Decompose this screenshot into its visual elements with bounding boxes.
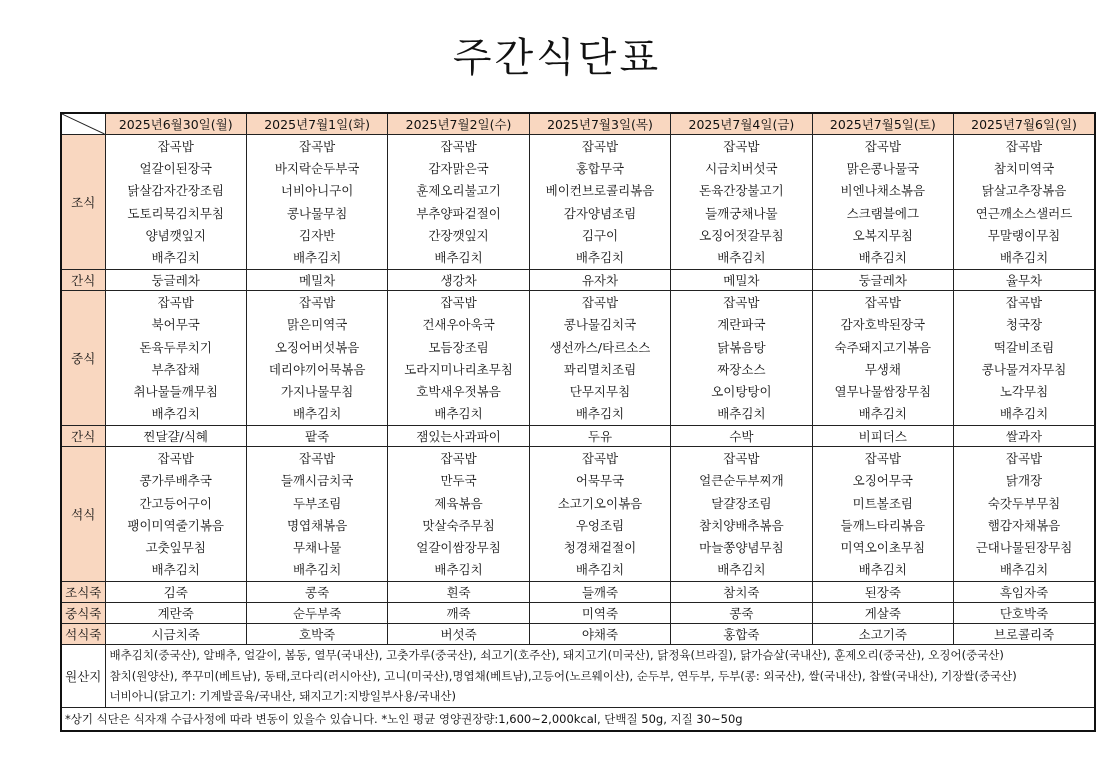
dish-item: 숙갓두부무침 <box>987 495 1061 511</box>
porridge-cell: 미역죽 <box>529 603 670 624</box>
dinner-day-cell <box>246 447 387 582</box>
dish-item: 잡곡밥 <box>440 451 477 467</box>
snack-cell: 둥글레차 <box>812 270 953 291</box>
origin-text <box>105 645 1095 708</box>
diagonal-line-icon <box>62 114 105 134</box>
dish-item: 시금치버섯국 <box>705 161 778 177</box>
lunch-row <box>61 291 1095 426</box>
date-header: 2025년7월1일(화) <box>246 113 387 135</box>
snack-cell: 생강차 <box>388 270 529 291</box>
date-header: 2025년6월30일(월) <box>105 113 246 135</box>
porridge-cell: 야채죽 <box>529 624 670 645</box>
dish-item: 잡곡밥 <box>299 295 336 311</box>
date-header: 2025년7월5일(토) <box>812 113 953 135</box>
dish-item: 잡곡밥 <box>1005 295 1043 311</box>
corner-cell <box>61 113 105 135</box>
disclaimer-note: *상기 식단은 식자재 수급사정에 따라 변동이 있을수 있습니다. *노인 평균 영양권장량:1,600~2,000kcal, 단백질 50g, 지질 30~50g <box>61 707 1095 731</box>
breakfast-row <box>61 135 1095 270</box>
dish-item: 잡곡밥 <box>440 295 477 311</box>
dish-item: 맑은콩나물국 <box>846 161 920 177</box>
dish-item: 열무나물쌈장무침 <box>834 383 932 399</box>
porridge-cell: 호박죽 <box>246 624 387 645</box>
dish-item: 계란파국 <box>717 317 766 333</box>
dish-item: 청국장 <box>1005 317 1043 333</box>
snack-cell: 수박 <box>671 426 812 447</box>
dinner-day-cell <box>105 447 246 582</box>
date-header: 2025년7월2일(수) <box>388 113 529 135</box>
snack-cell: 찐달걀/식혜 <box>105 426 246 447</box>
breakfast-day-cell <box>812 135 953 270</box>
porridge-row <box>61 603 1095 624</box>
snack-cell: 메밀차 <box>246 270 387 291</box>
porridge-cell: 단호박죽 <box>954 603 1095 624</box>
dish-item: 배추김치 <box>292 562 342 578</box>
dish-item: 배추김치 <box>858 406 907 422</box>
dish-item: 오징어젓갈무침 <box>699 227 784 243</box>
porridge-cell: 들깨죽 <box>529 582 670 603</box>
dish-item: 배추김치 <box>717 562 766 578</box>
note-row <box>61 707 1095 731</box>
breakfast-day-cell <box>529 135 670 270</box>
porridge-cell: 게살죽 <box>812 603 953 624</box>
dish-item: 들깨시금치국 <box>280 473 354 489</box>
dish-item: 얼갈이된장국 <box>139 161 212 177</box>
dish-item: 무생채 <box>864 361 901 377</box>
lunch-day-cell <box>105 291 246 426</box>
dish-item: 얼큰순두부찌개 <box>699 473 784 489</box>
dish-item: 비엔나채소볶음 <box>840 183 926 199</box>
dish-item: 닭볶음탕 <box>717 339 766 355</box>
meal-label: 간식 <box>61 426 105 447</box>
dish-item: 우엉조림 <box>575 517 625 533</box>
dish-item: 감자양념조림 <box>563 205 637 221</box>
dish-item: 참치양배추볶음 <box>699 517 784 533</box>
dish-item: 들깨궁채나물 <box>705 205 778 221</box>
porridge-cell: 콩죽 <box>671 603 812 624</box>
snack-cell: 비피더스 <box>812 426 953 447</box>
dish-item: 도토리묵김치무침 <box>127 205 225 221</box>
origin-line: 참치(원양산), 쭈꾸미(베트남), 동태,코다리(러시아산), 고니(미국산),명엽채(베트남),고등어(노르웨이산), 순두부, 연두부, 두부(콩: 외국산), 쌀(국내산), 찹쌀(국내산), 기장쌀(중국산) <box>109 668 1017 683</box>
dish-item: 참치미역국 <box>993 161 1055 177</box>
dish-item: 잡곡밥 <box>864 139 901 154</box>
dish-item: 데리야끼어묵볶음 <box>268 361 366 377</box>
dish-item: 콩나물무침 <box>286 205 348 221</box>
lunch-day-cell <box>529 291 670 426</box>
dish-item: 무말랭이무침 <box>987 227 1061 243</box>
porridge-cell: 홍합죽 <box>671 624 812 645</box>
dish-item: 맑은미역국 <box>286 317 348 333</box>
origin-row <box>61 645 1095 708</box>
porridge-cell: 참치죽 <box>671 582 812 603</box>
dish-item: 잡곡밥 <box>440 139 477 154</box>
dish-item: 김자반 <box>299 227 336 243</box>
dish-item: 잡곡밥 <box>299 139 336 154</box>
dish-item: 잡곡밥 <box>581 295 619 311</box>
dish-item: 잡곡밥 <box>864 295 901 311</box>
dish-item: 닭개장 <box>1005 473 1043 489</box>
dish-item: 콩가루배추국 <box>139 473 212 489</box>
dish-item: 맛살숙주무침 <box>422 517 495 533</box>
porridge-row <box>61 624 1095 645</box>
dish-item: 돈육간장불고기 <box>699 183 784 199</box>
dinner-day-cell <box>812 447 953 582</box>
dish-item: 취나물들깨무침 <box>133 383 218 399</box>
dish-item: 잡곡밥 <box>1005 139 1043 154</box>
dish-item: 부추양파겉절이 <box>416 205 501 221</box>
dish-item: 스크램블에그 <box>846 205 920 221</box>
lunch-day-cell <box>954 291 1095 426</box>
dish-item: 연근깨소스샐러드 <box>975 205 1073 221</box>
origin-line: 너비아니(닭고기: 기계발골육/국내산, 돼지고기:지방일부사용/국내산) <box>109 689 456 704</box>
lunch-day-cell <box>388 291 529 426</box>
meal-label: 중식 <box>61 291 105 426</box>
dish-item: 팽이미역줄기볶음 <box>127 517 225 533</box>
dish-item: 배추김치 <box>717 249 766 265</box>
dish-item: 가지나물무침 <box>280 383 354 399</box>
dish-item: 김구이 <box>581 227 619 243</box>
dish-item: 마늘쫑양념무침 <box>699 540 784 555</box>
date-header: 2025년7월6일(일) <box>954 113 1095 135</box>
dish-item: 닭살감자간장조림 <box>127 183 225 199</box>
snack-cell: 메밀차 <box>671 270 812 291</box>
breakfast-day-cell <box>246 135 387 270</box>
dish-item: 너비아니구이 <box>280 183 354 199</box>
dish-item: 잡곡밥 <box>299 451 336 467</box>
dish-item: 만두국 <box>440 473 477 489</box>
dish-item: 햄감자채볶음 <box>987 517 1061 533</box>
porridge-cell: 콩죽 <box>246 582 387 603</box>
dish-item: 배추김치 <box>858 562 907 578</box>
snack-cell: 둥글레차 <box>105 270 246 291</box>
dish-item: 배추김치 <box>434 249 483 265</box>
dinner-day-cell <box>671 447 812 582</box>
breakfast-day-cell <box>954 135 1095 270</box>
dinner-day-cell <box>388 447 529 582</box>
dish-item: 도라지미나리초무침 <box>404 361 513 377</box>
lunch-day-cell <box>246 291 387 426</box>
dish-item: 잡곡밥 <box>723 451 760 467</box>
dish-item: 베이컨브로콜리볶음 <box>545 183 655 199</box>
dish-item: 배추김치 <box>434 562 483 578</box>
dish-item: 떡갈비조림 <box>993 339 1055 355</box>
dish-item: 배추김치 <box>999 562 1049 578</box>
dinner-day-cell <box>954 447 1095 582</box>
dish-item: 제육볶음 <box>434 495 483 511</box>
porridge-row <box>61 582 1095 603</box>
porridge-cell: 흑임자죽 <box>954 582 1095 603</box>
page-title: 주간식단표 <box>452 35 662 81</box>
breakfast-day-cell <box>105 135 246 270</box>
meal-label: 석식 <box>61 447 105 582</box>
dish-item: 배추김치 <box>575 562 625 578</box>
dish-item: 건새우아욱국 <box>422 317 495 333</box>
porridge-cell: 계란죽 <box>105 603 246 624</box>
porridge-cell: 흰죽 <box>388 582 529 603</box>
dish-item: 콩나물김치국 <box>563 317 637 333</box>
dish-item: 잡곡밥 <box>581 451 619 467</box>
date-header-row <box>61 113 1095 135</box>
dish-item: 명엽채볶음 <box>286 517 348 533</box>
lunch-day-cell <box>671 291 812 426</box>
snack-cell: 유자차 <box>529 270 670 291</box>
meal-label: 간식 <box>61 270 105 291</box>
dish-item: 바지락순두부국 <box>274 161 360 177</box>
dish-item: 미트볼조림 <box>852 495 914 511</box>
dish-item: 호박새우젓볶음 <box>416 383 501 399</box>
dish-item: 잡곡밥 <box>864 451 901 467</box>
origin-line: 배추김치(중국산), 알배추, 얼갈이, 봄동, 열무(국내산), 고춧가루(중국산), 쇠고기(호주산), 돼지고기(미국산), 닭정육(브라질), 닭가슴살(국내산), 훈제오리(중국산), 오징어(중국산) <box>109 648 1004 663</box>
dish-item: 배추김치 <box>434 406 483 422</box>
dish-item: 콩나물겨자무침 <box>981 361 1067 377</box>
dish-item: 배추김치 <box>999 406 1049 422</box>
dish-item: 두부조림 <box>292 495 342 511</box>
weekly-menu-table <box>60 112 1096 732</box>
meal-label: 석식죽 <box>61 624 105 645</box>
lunch-day-cell <box>812 291 953 426</box>
dish-item: 근대나물된장무침 <box>975 540 1073 555</box>
dish-item: 배추김치 <box>151 562 200 578</box>
dish-item: 고춧잎무침 <box>145 540 206 555</box>
snack-cell: 팥죽 <box>246 426 387 447</box>
dish-item: 부추잡채 <box>151 361 200 377</box>
snack-cell: 율무차 <box>954 270 1095 291</box>
dish-item: 잡곡밥 <box>723 139 760 154</box>
origin-label: 원산지 <box>61 645 105 708</box>
dish-item: 잡곡밥 <box>1005 451 1043 467</box>
dish-item: 잡곡밥 <box>723 295 760 311</box>
breakfast-day-cell <box>671 135 812 270</box>
dish-item: 소고기오이볶음 <box>557 495 643 511</box>
dish-item: 잡곡밥 <box>157 451 194 467</box>
porridge-cell: 브로콜리죽 <box>954 624 1095 645</box>
dish-item: 배추김치 <box>575 406 625 422</box>
dish-item: 어묵무국 <box>575 473 625 489</box>
dish-item: 꽈리멸치조림 <box>563 361 637 377</box>
dish-item: 얼갈이쌈장무침 <box>416 540 501 555</box>
dish-item: 들깨느타리볶음 <box>840 517 926 533</box>
date-header: 2025년7월4일(금) <box>671 113 812 135</box>
meal-label: 중식죽 <box>61 603 105 624</box>
dish-item: 양념깻잎지 <box>145 227 206 243</box>
meal-label: 조식죽 <box>61 582 105 603</box>
snack-cell: 쌀과자 <box>954 426 1095 447</box>
dish-item: 배추김치 <box>151 406 200 422</box>
dish-item: 간장깻잎지 <box>428 227 489 243</box>
dinner-row <box>61 447 1095 582</box>
dish-item: 노각무침 <box>999 383 1049 399</box>
dish-item: 배추김치 <box>292 249 342 265</box>
dish-item: 오징어무국 <box>852 473 914 489</box>
dish-item: 청경채겉절이 <box>563 540 637 555</box>
snack-cell: 두유 <box>529 426 670 447</box>
dish-item: 훈제오리불고기 <box>416 183 501 199</box>
dish-item: 오징어버섯볶음 <box>274 339 360 355</box>
snack-row <box>61 270 1095 291</box>
dish-item: 생선까스/타르소스 <box>549 339 651 355</box>
dish-item: 배추김치 <box>858 249 907 265</box>
breakfast-day-cell <box>388 135 529 270</box>
dish-item: 잡곡밥 <box>581 139 619 154</box>
dish-item: 모듬장조림 <box>428 339 489 355</box>
dish-item: 감자맑은국 <box>428 161 489 177</box>
dish-item: 감자호박된장국 <box>840 317 926 333</box>
meal-label: 조식 <box>61 135 105 270</box>
dish-item: 간고등어구이 <box>139 495 212 511</box>
dinner-day-cell <box>529 447 670 582</box>
dish-item: 단무지무침 <box>569 383 631 399</box>
dish-item: 배추김치 <box>151 249 200 265</box>
dish-item: 홍합무국 <box>575 161 625 177</box>
dish-item: 오이탕탕이 <box>711 383 772 399</box>
dish-item: 짜장소스 <box>717 361 766 377</box>
dish-item: 미역오이초무침 <box>840 540 926 555</box>
date-header: 2025년7월3일(목) <box>529 113 670 135</box>
dish-item: 배추김치 <box>717 406 766 422</box>
dish-item: 배추김치 <box>575 249 625 265</box>
snack-row <box>61 426 1095 447</box>
dish-item: 배추김치 <box>999 249 1049 265</box>
snack-cell: 잼있는사과파이 <box>388 426 529 447</box>
porridge-cell: 버섯죽 <box>388 624 529 645</box>
porridge-cell: 김죽 <box>105 582 246 603</box>
dish-item: 북어무국 <box>151 317 200 333</box>
dish-item: 돈육두루치기 <box>139 339 212 355</box>
dish-item: 잡곡밥 <box>157 139 194 154</box>
dish-item: 숙주돼지고기볶음 <box>834 339 932 355</box>
porridge-cell: 깨죽 <box>388 603 529 624</box>
porridge-cell: 순두부죽 <box>246 603 387 624</box>
dish-item: 달걀장조림 <box>711 495 772 511</box>
dish-item: 오복지무침 <box>852 227 914 243</box>
porridge-cell: 소고기죽 <box>812 624 953 645</box>
porridge-cell: 시금치죽 <box>105 624 246 645</box>
dish-item: 잡곡밥 <box>157 295 194 311</box>
dish-item: 배추김치 <box>292 406 342 422</box>
dish-item: 닭살고추장볶음 <box>981 183 1067 199</box>
porridge-cell: 된장죽 <box>812 582 953 603</box>
dish-item: 무채나물 <box>292 540 342 555</box>
